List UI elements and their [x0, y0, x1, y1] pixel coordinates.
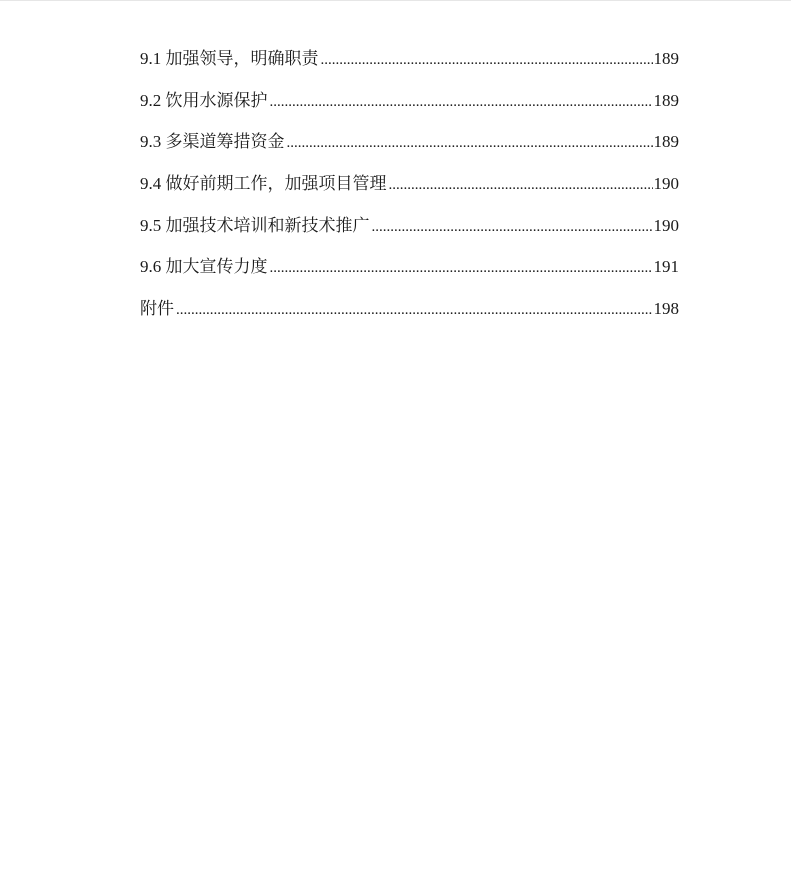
toc-dot-leader — [287, 132, 653, 154]
table-of-contents — [140, 48, 679, 340]
toc-entry-title: 9.3 多渠道筹措资金 — [140, 132, 285, 152]
toc-dot-leader — [270, 91, 653, 113]
toc-entry-page: 190 — [653, 174, 679, 194]
toc-entry-9-2[interactable] — [140, 90, 679, 132]
toc-entry-page: 189 — [653, 49, 679, 68]
toc-entry-appendix[interactable] — [140, 298, 679, 340]
toc-entry-title: 9.6 加大宣传力度 — [140, 257, 268, 277]
toc-entry-title: 附件 — [140, 299, 174, 319]
toc-entry-9-6[interactable] — [140, 256, 679, 298]
toc-entry-page: 191 — [653, 257, 679, 277]
toc-dot-leader — [321, 49, 653, 71]
toc-entry-9-4[interactable] — [140, 173, 679, 215]
toc-entry-title: 9.5 加强技术培训和新技术推广 — [140, 215, 370, 235]
page-top-border — [0, 0, 791, 1]
toc-entry-title: 9.1 加强领导，明确职责 — [140, 49, 319, 68]
toc-dot-leader — [176, 299, 653, 321]
toc-entry-page: 189 — [653, 90, 679, 110]
toc-entry-page: 189 — [653, 132, 679, 152]
toc-dot-leader — [389, 174, 653, 196]
toc-entry-9-5[interactable] — [140, 215, 679, 257]
toc-entry-9-3[interactable] — [140, 131, 679, 173]
toc-entry-9-1[interactable] — [140, 48, 679, 90]
toc-entry-page: 190 — [653, 215, 679, 235]
toc-entry-page: 198 — [653, 299, 679, 319]
toc-dot-leader — [270, 257, 653, 279]
toc-entry-title: 9.4 做好前期工作，加强项目管理 — [140, 174, 387, 194]
toc-entry-title: 9.2 饮用水源保护 — [140, 90, 268, 110]
toc-dot-leader — [372, 216, 653, 238]
